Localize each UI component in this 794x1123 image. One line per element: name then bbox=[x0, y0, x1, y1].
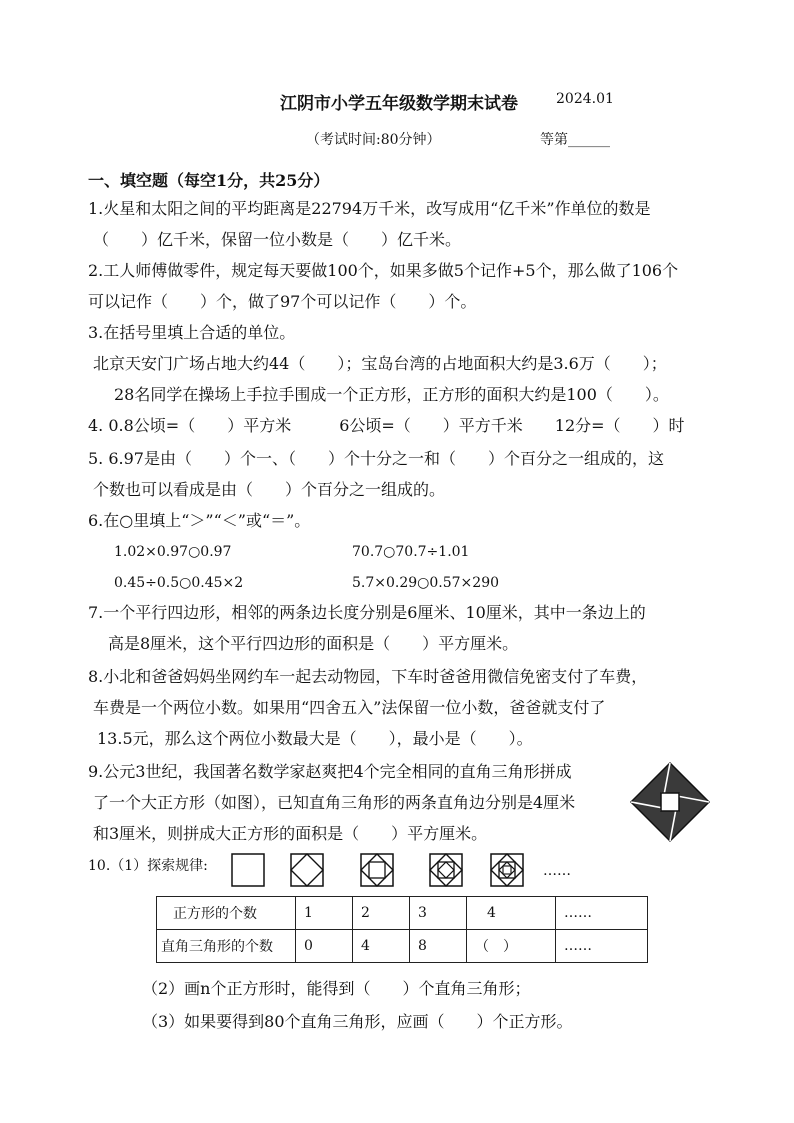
question-10-part-3: （3）如果要得到80个直角三角形，应画（ ）个正方形。 bbox=[142, 1012, 573, 1031]
pattern-ellipsis: …… bbox=[543, 863, 571, 879]
pattern-figure-3 bbox=[360, 853, 394, 887]
pattern-figure-1 bbox=[231, 853, 265, 887]
question-5-line-1: 5. 6.97是由（ ）个一、（ ）个十分之一和（ ）个百分之一组成的，这 bbox=[88, 449, 664, 468]
table-cell: 2 bbox=[353, 897, 410, 930]
pattern-figure-5 bbox=[490, 853, 524, 887]
question-3-line-2: 北京天安门广场占地大约44（ ）；宝岛台湾的占地面积大约是3.6万（ ）； bbox=[93, 354, 667, 373]
table-cell: 3 bbox=[410, 897, 467, 930]
table-cell: 8 bbox=[410, 930, 467, 963]
exam-time-note: （考试时间:80分钟） bbox=[306, 132, 441, 148]
question-8-line-3: 13.5元，那么这个两位小数最大是（ ），最小是（ ）。 bbox=[97, 729, 533, 748]
question-9-line-1: 9.公元3世纪，我国著名数学家赵爽把4个完全相同的直角三角形拼成 bbox=[88, 762, 572, 781]
grade-field: 等第______ bbox=[540, 132, 610, 148]
question-4: 4. 0.8公顷=（ ）平方米 6公顷=（ ）平方千米 12分=（ ）时 bbox=[88, 416, 685, 435]
table-cell: 0 bbox=[296, 930, 353, 963]
compare-item-2: 70.7○70.7÷1.01 bbox=[352, 544, 470, 560]
exam-date: 2024.01 bbox=[556, 91, 614, 107]
question-5-line-2: 个数也可以看成是由（ ）个百分之一组成的。 bbox=[93, 480, 446, 499]
question-7-line-2: 高是8厘米，这个平行四边形的面积是（ ）平方厘米。 bbox=[108, 634, 519, 653]
table-cell: …… bbox=[556, 897, 648, 930]
question-9-line-2: 了一个大正方形（如图），已知直角三角形的两条直角边分别是4厘米 bbox=[93, 793, 576, 812]
question-6: 6.在○里填上“＞”“＜”或“＝”。 bbox=[88, 511, 311, 530]
question-9-line-3: 和3厘米，则拼成大正方形的面积是（ ）平方厘米。 bbox=[93, 824, 488, 843]
question-3-line-1: 3.在括号里填上合适的单位。 bbox=[88, 323, 296, 342]
pattern-figure-2 bbox=[290, 853, 324, 887]
table-cell: （ ） bbox=[467, 930, 556, 963]
question-10-label: 10.（1）探索规律: bbox=[88, 858, 208, 874]
table-cell: …… bbox=[556, 930, 648, 963]
zhao-shuang-square-figure bbox=[630, 762, 710, 842]
exam-title: 江阴市小学五年级数学期末试卷 bbox=[280, 94, 518, 114]
compare-item-4: 5.7×0.29○0.57×290 bbox=[352, 575, 500, 591]
table-cell: 4 bbox=[353, 930, 410, 963]
question-2-line-1: 2.工人师傅做零件，规定每天要做100个，如果多做5个记作+5个，那么做了106个 bbox=[88, 261, 679, 280]
question-10-part-2: （2）画n个正方形时，能得到（ ）个直角三角形； bbox=[142, 979, 531, 998]
question-3-line-3: 28名同学在操场上手拉手围成一个正方形，正方形的面积大约是100（ ）。 bbox=[114, 385, 669, 404]
question-1-line-2: （ ）亿千米，保留一位小数是（ ）亿千米。 bbox=[93, 230, 462, 249]
question-2-line-2: 可以记作（ ）个，做了97个可以记作（ ）个。 bbox=[88, 292, 477, 311]
table-cell: 直角三角形的个数 bbox=[157, 930, 296, 963]
section-heading: 一、填空题（每空1分，共25分） bbox=[88, 171, 330, 190]
pattern-table bbox=[156, 896, 648, 963]
table-row bbox=[157, 897, 648, 930]
table-row bbox=[157, 930, 648, 963]
question-8-line-2: 车费是一个两位小数。如果用“四舍五入”法保留一位小数，爸爸就支付了 bbox=[93, 698, 606, 717]
pattern-figure-4 bbox=[429, 853, 463, 887]
table-cell: 4 bbox=[467, 897, 556, 930]
compare-item-3: 0.45÷0.5○0.45×2 bbox=[114, 575, 244, 591]
compare-item-1: 1.02×0.97○0.97 bbox=[114, 544, 232, 560]
table-cell: 1 bbox=[296, 897, 353, 930]
question-8-line-1: 8.小北和爸爸妈妈坐网约车一起去动物园，下车时爸爸用微信免密支付了车费， bbox=[88, 667, 648, 686]
table-cell: 正方形的个数 bbox=[157, 897, 296, 930]
question-7-line-1: 7.一个平行四边形，相邻的两条边长度分别是6厘米、10厘米，其中一条边上的 bbox=[88, 603, 646, 622]
question-1-line-1: 1.火星和太阳之间的平均距离是22794万千米，改写成用“亿千米”作单位的数是 bbox=[88, 199, 651, 218]
